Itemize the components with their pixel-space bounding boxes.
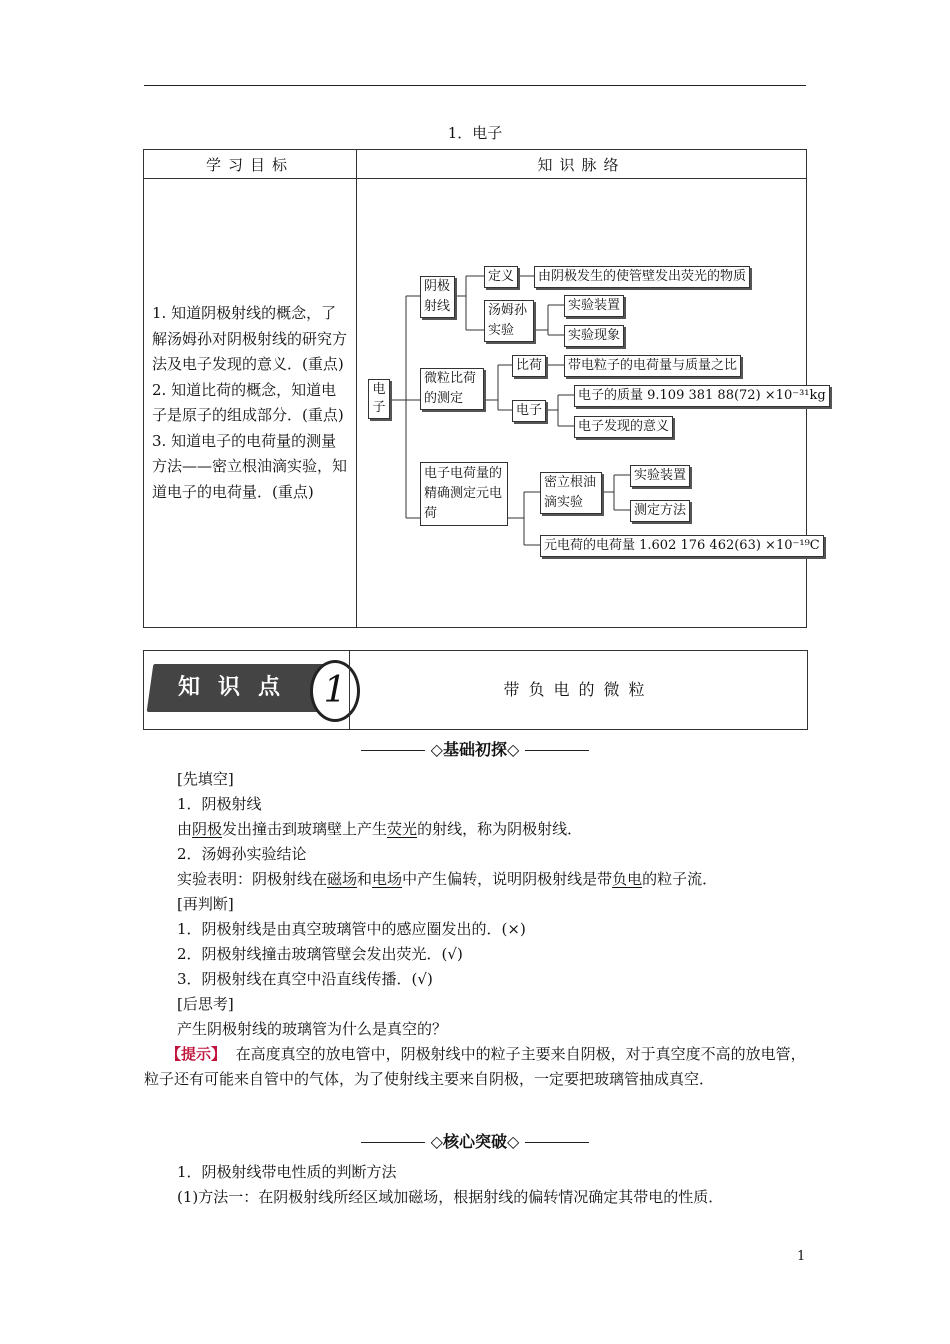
goal-item: 3. 知道电子的电荷量的测量方法——密立根油滴实验，知道电子的电荷量．(重点) [152,431,348,501]
subheading-core: ◇核心突破◇ [0,1129,950,1152]
header-goals: 学习目标 [144,150,357,179]
text: 和 [357,870,373,888]
rule-left [361,750,425,751]
blank-answer: 电场 [372,870,403,888]
think-label: [后思考] [177,995,234,1013]
text: 发出撞击到玻璃壁上产生 [222,820,388,838]
section-banner [143,650,808,730]
fill-sentence-1 [144,817,808,842]
subheading-basics: ◇基础初探◇ [0,737,950,760]
mindmap-electron-mass: 电子的质量 9.109 381 88(72) ×10⁻³¹kg [574,385,830,407]
hint-label: 【提示】 [166,1045,227,1063]
subheading-label: 核心突破 [442,1132,507,1151]
mindmap [358,180,826,626]
badge-number: 1 [310,660,360,722]
text: 的射线，称为阴极射线． [417,820,583,838]
core-content [144,1160,808,1210]
fill-item-2: 2．汤姆孙实验结论 [177,845,307,863]
goals-table [143,149,826,628]
mindmap-thomson-experiment: 汤姆孙实验 [484,300,534,342]
page-number: 1 [797,1249,806,1264]
mindmap-definition-text: 由阴极发生的使管壁发出荧光的物质 [534,266,750,288]
header-context: 知识脉络 [357,150,807,179]
mindmap-electron-significance: 电子发现的意义 [574,416,673,438]
text: 中产生偏转，说明阴极射线是带 [402,870,613,888]
mindmap-branch-cathode: 阴极射线 [420,276,455,318]
rule-right [525,750,589,751]
basics-content [144,767,808,1092]
judge-item: 1．阴极射线是由真空玻璃管中的感应圈发出的．(×) [177,920,526,938]
knowledge-point-badge [150,664,346,714]
text: 的粒子流． [642,870,718,888]
hint-text: 在高度真空的放电管中，阴极射线中的粒子主要来自阴极，对于真空度不高的放电管，粒子还有可能来自管中的气体，为了使射线主要来自阴极，一定要把玻璃管抽成真空． [144,1045,806,1088]
blank-answer: 负电 [612,870,643,888]
judge-item: 2．阴极射线撞击玻璃管壁会发出荧光．(√) [177,945,463,963]
mindmap-root: 电子 [368,379,390,419]
mindmap-branch-elementary-charge: 电子电荷量的精确测定元电荷 [420,462,508,526]
goals-cell [144,179,357,628]
mindmap-phenomenon: 实验现象 [564,325,624,347]
judge-label: [再判断] [177,895,234,913]
top-rule [144,85,806,86]
badge-label: 知识点 [178,675,299,700]
mindmap-cell [357,179,826,628]
blank-answer: 阴极 [192,820,223,838]
text: 由 [177,820,193,838]
core-item-1-1: (1)方法一：在阴极射线所经区域加磁场，根据射线的偏转情况确定其带电的性质． [177,1188,724,1206]
mindmap-millikan-method: 测定方法 [630,500,690,522]
blank-answer: 磁场 [327,870,358,888]
mindmap-millikan: 密立根油滴实验 [540,472,602,514]
text: 实验表明：阴极射线在 [177,870,328,888]
mindmap-apparatus: 实验装置 [564,295,624,317]
fill-sentence-2 [144,867,808,892]
rule-left [361,1142,425,1143]
page-title: 1．电子 [447,124,503,142]
goal-item: 2. 知道比荷的概念，知道电子是原子的组成部分．(重点) [152,380,344,424]
mindmap-elementary-charge: 元电荷的电荷量 1.602 176 462(63) ×10⁻¹⁹C [540,535,824,557]
section-title: 带负电的微粒 [503,680,654,699]
core-item-1: 1．阴极射线带电性质的判断方法 [177,1163,397,1181]
mindmap-electron: 电子 [512,400,546,422]
subheading-label: 基础初探 [442,740,507,759]
judge-item: 3．阴极射线在真空中沿直线传播．(√) [177,970,433,988]
mindmap-specific-charge-text: 带电粒子的电荷量与质量之比 [564,355,741,377]
mindmap-specific-charge: 比荷 [512,355,546,377]
goal-item: 1. 知道阴极射线的概念，了解汤姆孙对阴极射线的研究方法及电子发现的意义．(重点) [152,304,348,373]
mindmap-millikan-apparatus: 实验装置 [630,465,690,487]
think-question: 产生阴极射线的玻璃管为什么是真空的？ [177,1020,448,1038]
blank-answer: 荧光 [387,820,418,838]
mindmap-branch-specific-charge: 微粒比荷的测定 [420,368,484,410]
rule-right [525,1142,589,1143]
mindmap-definition: 定义 [484,266,518,288]
fill-label: [先填空] [177,770,234,788]
hint-paragraph [144,1042,808,1092]
fill-item-1: 1．阴极射线 [177,795,262,813]
